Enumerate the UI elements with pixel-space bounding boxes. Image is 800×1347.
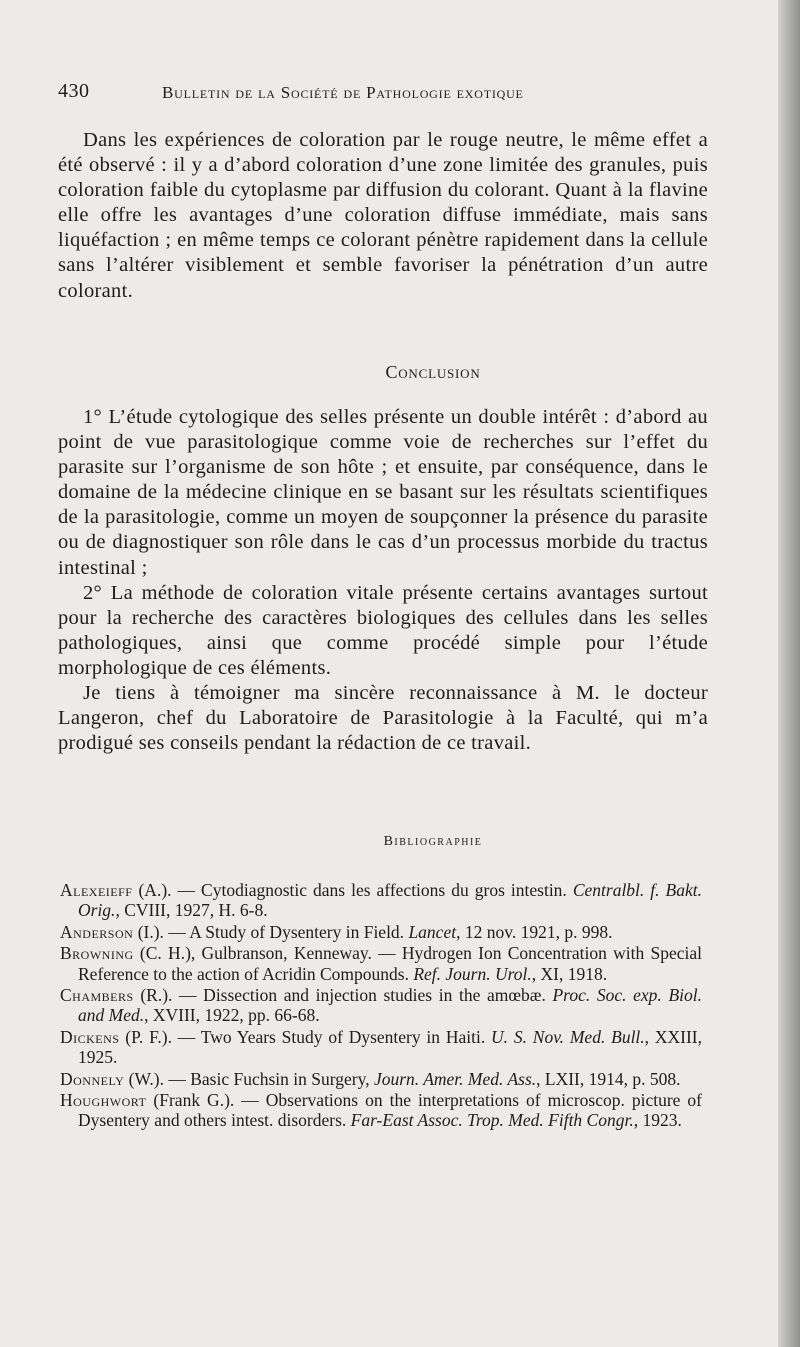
- conclusion-section: [58, 405, 708, 756]
- conclusion-paragraph: 2° La méthode de coloration vitale présente certains avantages surtout pour la recherche des caractères biologiques des cellules dans les selles pathologiques, ainsi que comme procédé simple pour l’étude morphologique de ces éléments.: [58, 581, 708, 679]
- reference-journal: U. S. Nov. Med. Bull.: [491, 1026, 645, 1047]
- conclusion-heading: Conclusion: [385, 362, 481, 382]
- reference-entry: [60, 1027, 702, 1068]
- reference-author: Chambers: [60, 985, 134, 1006]
- reference-journal: Ref. Journ. Urol.: [413, 963, 532, 984]
- reference-author: Browning: [60, 943, 134, 964]
- reference-journal: Journ. Amer. Med. Ass.: [373, 1068, 537, 1089]
- conclusion-paragraph: Je tiens à témoigner ma sincère reconnaissance à M. le docteur Langeron, chef du Laboratoire de Parasitologie à la Faculté, qui m’a prodigué ses conseils pendant la rédaction de ce travail.: [58, 682, 708, 755]
- reference-journal: Far-East Assoc. Trop. Med. Fifth Congr.: [350, 1110, 634, 1131]
- reference-entry: [60, 1069, 702, 1089]
- reference-author: Dickens: [60, 1026, 120, 1047]
- reference-entry: [60, 985, 702, 1026]
- reference-details: , LXII, 1914, p. 508.: [536, 1068, 681, 1089]
- page-number: 430: [58, 80, 90, 102]
- reference-entry: [60, 922, 702, 942]
- reference-details: , XVIII, 1922, pp. 66-68.: [144, 1005, 320, 1026]
- intro-text: [58, 128, 708, 304]
- reference-author: Houghwort: [60, 1090, 147, 1111]
- reference-details: , CVIII, 1927, H. 6-8.: [115, 900, 268, 921]
- reference-text: (P. F.). — Two Years Study of Dysentery in Haiti.: [119, 1026, 492, 1047]
- page-edge-shadow: [778, 0, 800, 1347]
- reference-text: (C. H.), Gulbranson, Kenneway. — Hydrogen Ion Concentration with Special Reference to the action of Acridin Compounds.: [78, 943, 702, 984]
- reference-journal: Centralbl. f. Bakt. Orig.: [78, 880, 702, 921]
- conclusion-paragraph: 1° L’étude cytologique des selles présente un double intérêt : d’abord au point de vue parasitologique comme voie de recherches sur l’effet du parasite sur l’organisme de son hôte ; et ensuite, par conséquence, dans le domaine de la médecine clinique en se basant sur les résultats scientifiques de la parasitologie, comme un moyen de soupçonner la présence du parasite ou de diagnostiquer son rôle dans le cas d’un processus morbide du tractus intestinal ;: [58, 406, 708, 579]
- body-paragraph: Dans les expériences de coloration par le rouge neutre, le même effet a été observé : il y a d’abord coloration d’une zone limitée des granules, puis coloration faible du cytoplasme par diffusion du colorant. Quant à la flavine elle offre les avantages d’une coloration diffuse immédiate, mais sans liquéfaction ; en même temps ce colorant pénètre rapidement dans la cellule sans l’altérer visiblement et semble favoriser la pénétration d’un autre colorant.: [58, 129, 708, 302]
- reference-entry: [60, 880, 702, 921]
- reference-entry: [60, 943, 702, 984]
- reference-author: Alexeieff: [60, 880, 133, 900]
- reference-author: Donnely: [60, 1068, 125, 1089]
- reference-entry: [60, 1090, 702, 1131]
- bibliography-heading: Bibliographie: [383, 834, 483, 849]
- reference-text: (W.). — Basic Fuchsin in Surgery,: [124, 1068, 374, 1089]
- reference-text: (A.). — Cytodiagnostic dans les affections du gros intestin.: [132, 880, 573, 900]
- reference-details: , 1923.: [633, 1110, 682, 1131]
- reference-details: , XXIII, 1925.: [78, 1026, 702, 1068]
- reference-text: (I.). — A Study of Dysentery in Field.: [133, 921, 409, 942]
- running-title: Bulletin de la Société de Pathologie exotique: [162, 83, 524, 102]
- reference-details: , XI, 1918.: [531, 963, 608, 984]
- reference-list: [60, 880, 702, 1132]
- reference-text: (Frank G.). — Observations on the interpretations of microscop. picture of Dysentery and others intest. disorders.: [78, 1090, 702, 1131]
- reference-author: Anderson: [60, 921, 134, 942]
- reference-journal: Proc. Soc. exp. Biol. and Med.: [78, 985, 702, 1026]
- reference-text: (R.). — Dissection and injection studies in the amœbæ.: [133, 985, 553, 1006]
- reference-details: , 12 nov. 1921, p. 998.: [456, 921, 613, 942]
- reference-journal: Lancet: [408, 921, 457, 942]
